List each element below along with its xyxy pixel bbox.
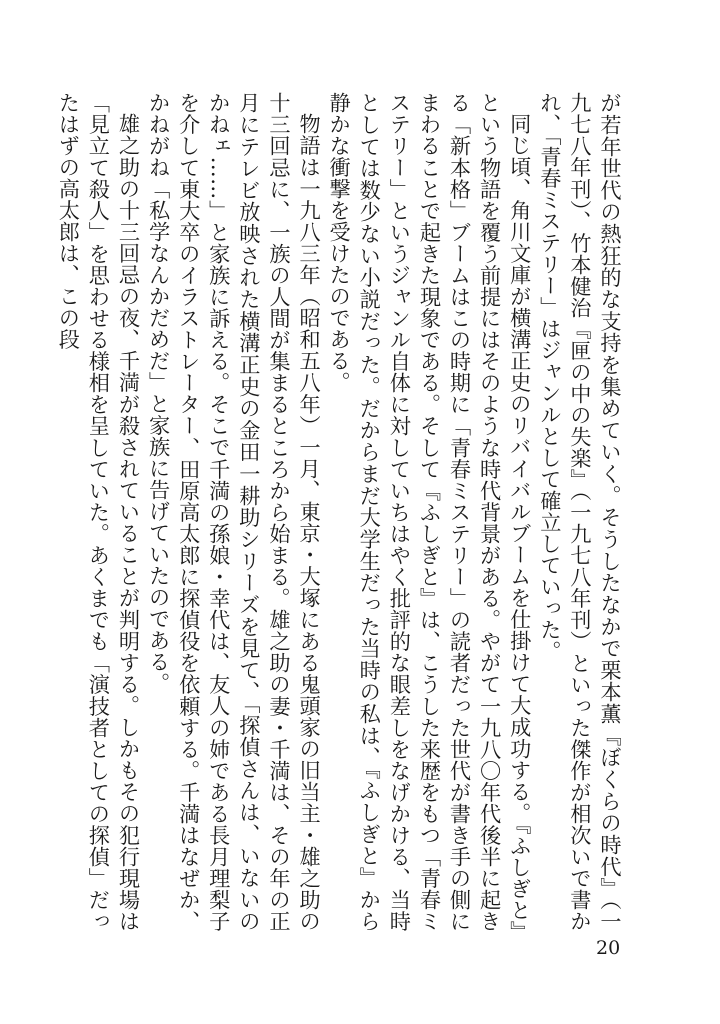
paragraph-1: が若年世代の熱狂的な支持を集めていく。そうしたなかで栗本薫『ぼくらの時代』（一九七八年刊）、竹本健治『匣の中の失楽』（一九七八年刊）といった傑作が相次いで書かれ、「青春ミステリー」はジャンルとして確立していった。: [537, 92, 623, 932]
vertical-text-body: [56, 92, 625, 932]
page-number: 20: [596, 937, 621, 959]
paragraph-4: 雄之助の十三回忌の夜、千満が殺されていることが判明する。しかもその犯行現場は「見立て殺人」を思わせる様相を呈していた。あくまでも「演技者としての探偵」だったはずの高太郎は、この段: [56, 92, 142, 932]
paragraph-2: 同じ頃、角川文庫が横溝正史のリバイバルブームを仕掛けて大成功する。『ふしぎと』という物語を覆う前提にはそのような時代背景がある。やがて一九八〇年代後半に起きる「新本格」ブームはこの時期に「青春ミステリー」の読者だった世代が書き手の側にまわることで起きた現象である。そして『ふしぎと』は、こうした来歴をもつ「青春ミステリー」というジャンル自体に対していちはやく批評的な眼差しをなげかける、当時としては数少ない小説だった。だからまだ大学生だった当時の私は、『ふしぎと』から静かな衝撃を受けたのである。: [327, 92, 533, 932]
paragraph-3: 物語は一九八三年（昭和五八年）一月、東京・大塚にある鬼頭家の旧当主・雄之助の十三回忌に、一族の人間が集まるところから始まる。雄之助の妻・千満は、その年の正月にテレビ放映された横溝正史の金田一耕助シリーズを見て、「探偵さんは、いないのかねェ……」と家族に訴える。そこで千満の孫娘・幸代は、友人の姉である長月理梨子を介して東大卒のイラストレーター、田原高太郎に探偵役を依頼する。千満はなぜか、かねがね「私学なんかだめだ」と家族に告げていたのである。: [146, 92, 323, 932]
